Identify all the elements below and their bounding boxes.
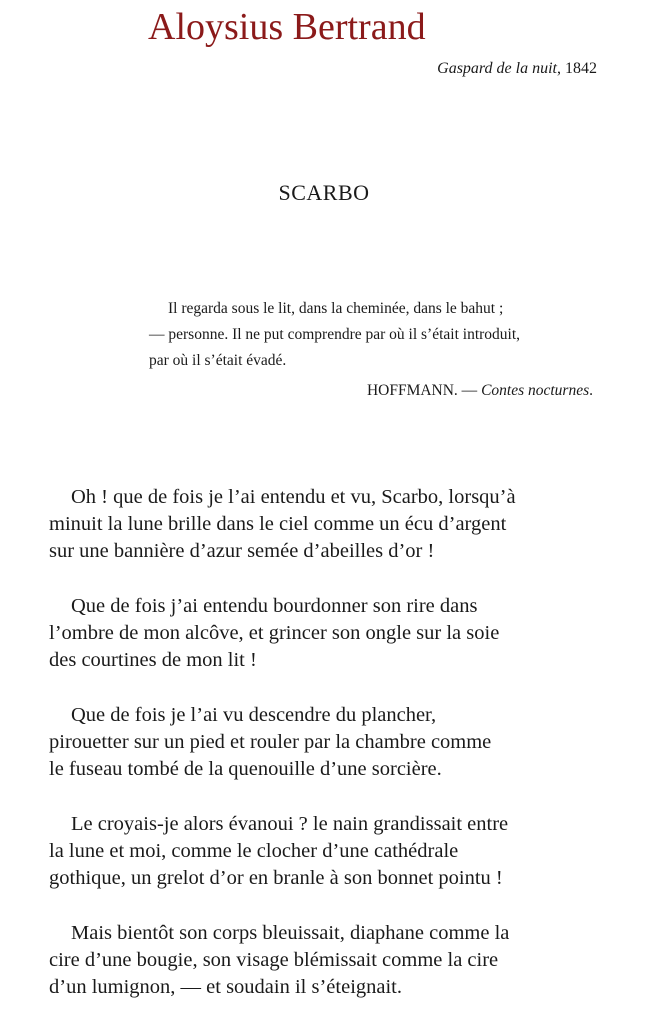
- epigraph-line: par où il s’était évadé.: [149, 352, 287, 369]
- source-citation: [437, 58, 597, 80]
- stanza: [49, 920, 609, 1001]
- epigraph-line: — personne. Il ne put comprendre par où il s’était introduit,: [149, 326, 521, 343]
- author-heading: Aloysius Bertrand: [148, 6, 426, 48]
- stanza-line: Oh ! que de fois je l’ai entendu et vu, Scarbo, lorsqu’à: [71, 486, 516, 508]
- stanza-line: cire d’une bougie, son visage blémissait comme la cire: [49, 949, 499, 971]
- poem-title: SCARBO: [278, 180, 370, 205]
- epigraph-line: Il regarda sous le lit, dans la cheminée, dans le bahut ;: [168, 300, 504, 317]
- stanza-line: pirouetter sur un pied et rouler par la chambre comme: [49, 731, 492, 753]
- stanza-line: Que de fois je l’ai vu descendre du plancher,: [71, 704, 437, 726]
- work-title: Gaspard de la nuit: [437, 60, 557, 77]
- stanza-line: Mais bientôt son corps bleuissait, diaphane comme la: [71, 922, 510, 944]
- stanza-line: la lune et moi, comme le clocher d’une cathédrale: [49, 840, 459, 862]
- stanza-line: d’un lumignon, — et soudain il s’éteignait.: [49, 976, 403, 998]
- stanza-line: sur une bannière d’azur semée d’abeilles d’or !: [49, 540, 435, 562]
- attribution-period: .: [589, 382, 593, 399]
- stanza-line: le fuseau tombé de la quenouille d’une sorcière.: [49, 758, 442, 780]
- stanza: [49, 593, 609, 674]
- stanza: [49, 702, 609, 783]
- stanza-line: des courtines de mon lit !: [49, 649, 257, 671]
- stanza-line: Le croyais-je alors évanoui ? le nain grandissait entre: [71, 813, 509, 835]
- attribution-author: HOFFMANN. —: [366, 382, 482, 399]
- stanza: [49, 811, 609, 892]
- stanza: [49, 484, 609, 565]
- poem-body: [49, 484, 609, 1029]
- attribution-work: Contes nocturnes: [481, 382, 590, 399]
- stanza-line: minuit la lune brille dans le ciel comme un écu d’argent: [49, 513, 507, 535]
- stanza-line: Que de fois j’ai entendu bourdonner son rire dans: [71, 595, 478, 617]
- stanza-line: l’ombre de mon alcôve, et grincer son ongle sur la soie: [49, 622, 500, 644]
- stanza-line: gothique, un grelot d’or en branle à son bonnet pointu !: [49, 867, 503, 889]
- publication-year: , 1842: [557, 60, 597, 77]
- epigraph-attribution: [149, 378, 597, 404]
- epigraph: [149, 296, 597, 404]
